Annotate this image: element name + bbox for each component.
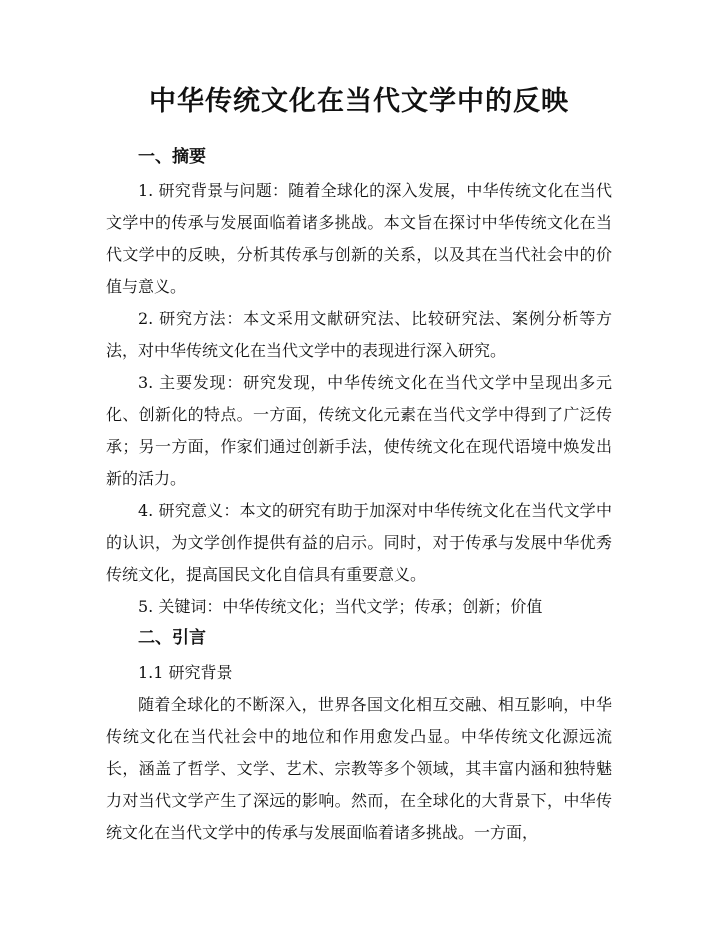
subsection-heading-background: 1.1 研究背景 — [138, 663, 233, 682]
abstract-paragraph-1: 1. 研究背景与问题：随着全球化的深入发展，中华传统文化在当代文学中的传承与发展面临着诸多挑战。本文旨在探讨中华传统文化在当代文学中的反映，分析其传承与创新的关系，以及其在当代社会中的价值与意义。 — [106, 181, 612, 296]
section-heading-intro: 二、引言 — [138, 628, 206, 648]
section-heading-abstract: 一、摘要 — [138, 147, 206, 167]
abstract-paragraph-2: 2. 研究方法：本文采用文献研究法、比较研究法、案例分析等方法，对中华传统文化在当代文学中的表现进行深入研究。 — [106, 309, 612, 360]
abstract-paragraph-5: 5. 关键词：中华传统文化；当代文学；传承；创新；价值 — [138, 597, 543, 616]
abstract-paragraph-4: 4. 研究意义：本文的研究有助于加深对中华传统文化在当代文学中的认识，为文学创作提供有益的启示。同时，对于传承与发展中华优秀传统文化，提高国民文化自信具有重要意义。 — [106, 501, 612, 584]
document-title: 中华传统文化在当代文学中的反映 — [149, 86, 569, 117]
abstract-paragraph-3: 3. 主要发现：研究发现，中华传统文化在当代文学中呈现出多元化、创新化的特点。一方面，传统文化元素在当代文学中得到了广泛传承；另一方面，作家们通过创新手法，使传统文化在现代语境中焕发出新的活力。 — [106, 373, 612, 488]
intro-paragraph-1: 随着全球化的不断深入，世界各国文化相互交融、相互影响，中华传统文化在当代社会中的地位和作用愈发凸显。中华传统文化源远流长，涵盖了哲学、文学、艺术、宗教等多个领域，其丰富内涵和独特魅力对当代文学产生了深远的影响。然而，在全球化的大背景下，中华传统文化在当代文学中的传承与发展面临着诸多挑战。一方面， — [106, 695, 612, 842]
